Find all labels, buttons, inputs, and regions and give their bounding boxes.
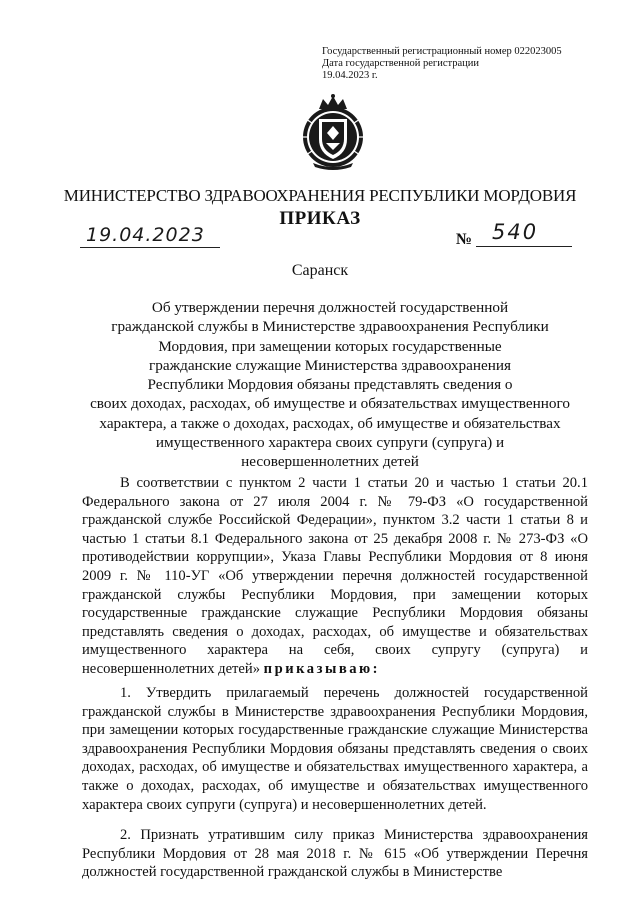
subject-line: гражданской службы в Министерстве здравоохранения Республики bbox=[111, 318, 549, 336]
order-number-label: № bbox=[456, 231, 473, 248]
mordovia-coat-of-arms-icon bbox=[297, 93, 369, 171]
date-underline bbox=[80, 247, 220, 248]
order-item-2 bbox=[82, 826, 588, 882]
registration-date: 19.04.2023 г. bbox=[322, 70, 378, 81]
order-item-1 bbox=[82, 684, 588, 814]
document-title: ПРИКАЗ bbox=[279, 208, 361, 229]
order-word: приказываю: bbox=[263, 660, 381, 677]
order-item-text: 1. Утвердить прилагаемый перечень должностей государственной гражданской службы в Министерстве здравоохранения Республики Мордовия, при замещении которых государственные гражданские служащие Министерства здравоохранения Республики Мордовия обязаны представлять сведения о своих доходах, расходах, об имуществе и обязательствах имущественного характера, а также о доходах, расходах, об имуществе и обязательствах имущественного характера своих супруги (супруга) и несовершеннолетних детей. bbox=[82, 685, 588, 813]
subject-line: имущественного характера своих супруги (супруга) и bbox=[155, 434, 505, 452]
preamble-text: В соответствии с пунктом 2 части 1 статьи 20 и частью 1 статьи 20.1 Федерального закона от 27 июля 2004 г. № 79-ФЗ «О государственной гражданской службе Российской Федерации», пунктом 3.2 части 1 статьи 8 и частью 1 статьи 8.1 Федерального закона от 25 декабря 2008 г. № 273-ФЗ «О противодействии коррупции», Указа Главы Республики Мордовия от 8 июня 2009 г. № 110-УГ «Об утверждении перечня должностей государственной гражданской службы Республики Мордовия, при замещении которых государственные гражданские служащие Республики Мордовия обязаны представлять сведения о доходах, расходах, об имуществе и обязательствах имущественного характера на себя, своих супругу (супруга) и несовершеннолетних детей» bbox=[82, 475, 588, 677]
subject-line: несовершеннолетних детей bbox=[241, 453, 419, 471]
order-number-handwritten: 540 bbox=[492, 220, 539, 244]
subject-line: Республики Мордовия обязаны представлять сведения о bbox=[147, 376, 513, 394]
subject-line: Об утверждении перечня должностей государственной bbox=[151, 299, 509, 316]
order-subject bbox=[70, 298, 590, 472]
order-date-handwritten: 19.04.2023 bbox=[86, 224, 205, 246]
preamble-paragraph bbox=[82, 474, 588, 679]
registration-number: Государственный регистрационный номер 022023005 bbox=[322, 46, 562, 57]
subject-line: своих доходах, расходах, об имуществе и обязательствах имущественного bbox=[90, 395, 570, 413]
subject-line: Мордовия, при замещении которых государственные bbox=[158, 337, 502, 355]
city-name: Саранск bbox=[291, 262, 349, 279]
registration-date-label: Дата государственной регистрации bbox=[322, 58, 479, 69]
number-underline bbox=[476, 246, 572, 247]
subject-line: гражданские служащие Министерства здравоохранения bbox=[149, 356, 511, 374]
registration-stamp bbox=[322, 46, 562, 82]
ministry-name: МИНИСТЕРСТВО ЗДРАВООХРАНЕНИЯ РЕСПУБЛИКИ МОРДОВИЯ bbox=[63, 186, 577, 205]
order-item-text: 2. Признать утратившим силу приказ Министерства здравоохранения Республики Мордовия от 28 мая 2018 г. № 615 «Об утверждении Перечня должностей государственной гражданской службы в Министерстве bbox=[82, 827, 588, 881]
subject-line: характера, а также о доходах, расходах, об имуществе и обязательствах bbox=[99, 414, 561, 432]
